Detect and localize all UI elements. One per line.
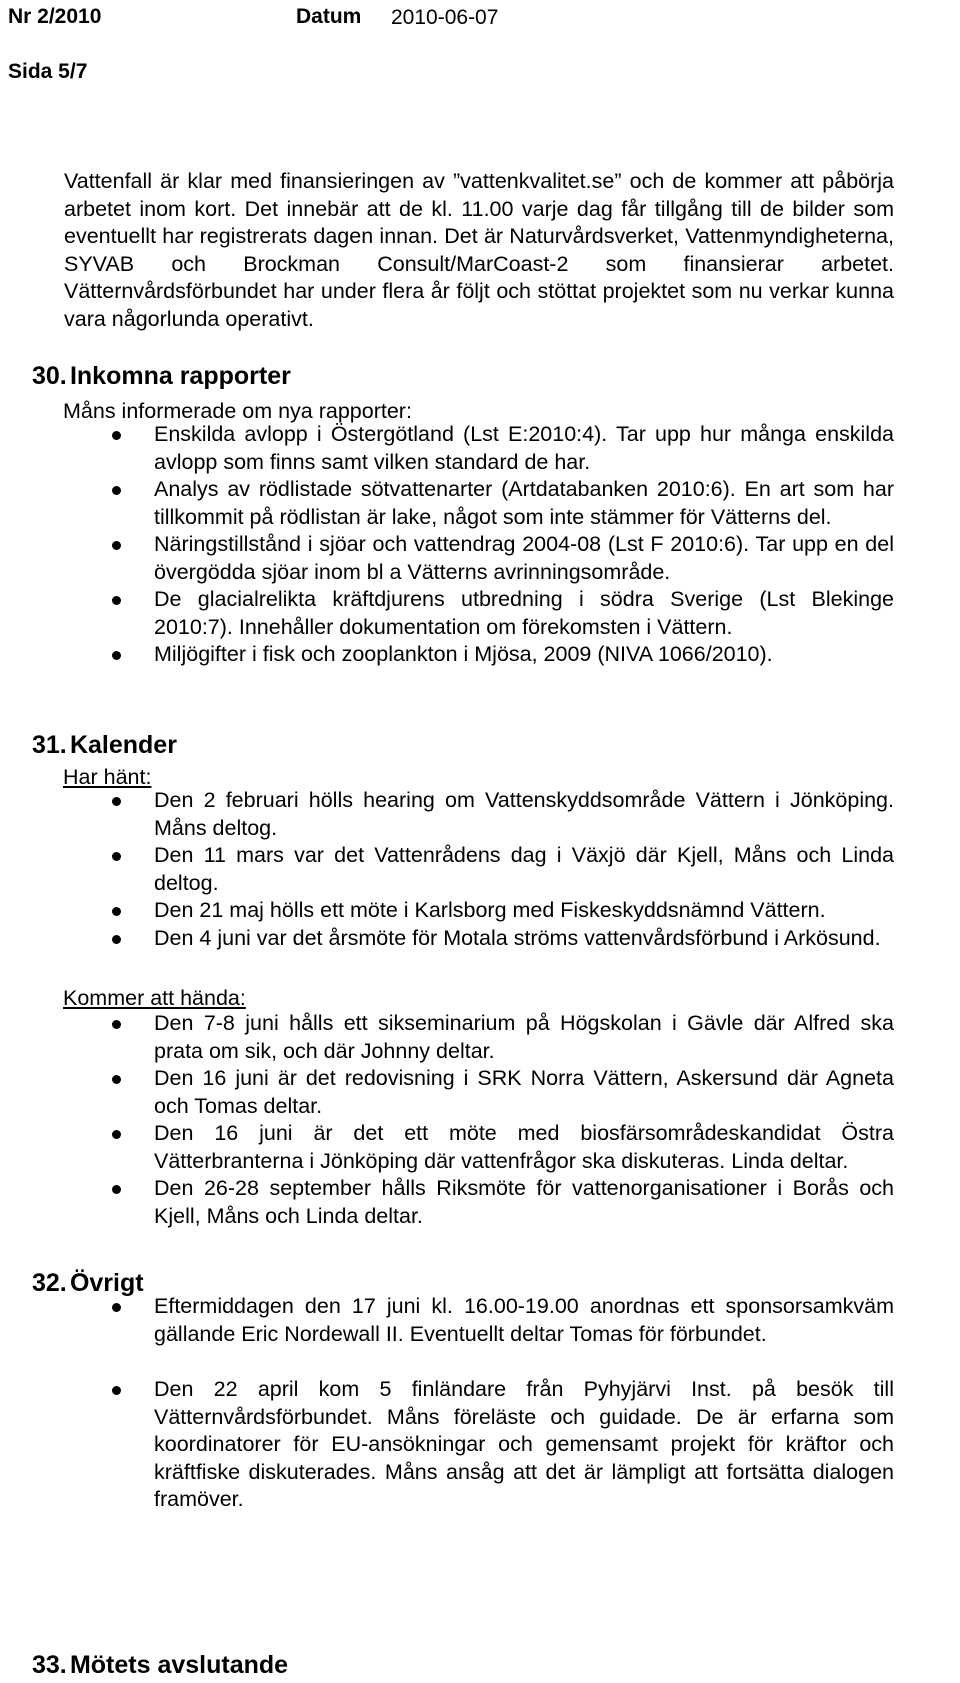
list-item-text: Den 21 maj hölls ett möte i Karlsborg med Fiskeskyddsnämnd Vättern. <box>154 898 826 922</box>
bullet-icon <box>112 935 121 944</box>
intro-paragraph: Vattenfall är klar med finansieringen av ”vattenkvalitet.se” och de kommer att påbörja arbetet inom kort. Det innebär att de kl. 11.00 varje dag får tillgång till de bilder som eventuellt har registrerats dagen innan. Det är Naturvårdsverket, Vattenmyndigheterna, SYVAB och Brockman Consult/MarCoast-2 som finansierar arbetet. Vätternvårdsförbundet har under flera år följt och stöttat projektet som nu verkar kunna vara någorlunda operativt. <box>64 169 894 331</box>
list-item <box>0 1175 894 1230</box>
section-30-heading <box>32 361 291 391</box>
section-title: Inkomna rapporter <box>69 362 291 390</box>
list-item <box>0 842 894 897</box>
section-title: Mötets avslutande <box>69 1651 289 1679</box>
page-number: Sida 5/7 <box>8 60 88 83</box>
list-item-text: Den 22 april kom 5 finländare från Pyhyjärvi Inst. på besök till Vätternvårdsförbundet. Måns föreläste och guidade. De är erfarna som koordinatorer för EU-ansökningar och gemensamt projekt för kräftor och kräftfiske diskuterades. Måns ansåg att det är lämpligt att fortsätta dialogen framöver. <box>154 1377 894 1511</box>
bullet-icon <box>112 431 121 440</box>
bullet-icon <box>112 797 121 806</box>
list-item <box>0 586 894 641</box>
list-item-text: Den 2 februari hölls hearing om Vattenskyddsområde Vättern i Jönköping. Måns deltog. <box>154 788 894 840</box>
bullet-icon <box>112 1386 121 1395</box>
bullet-icon <box>112 907 121 916</box>
list-item-text: Den 16 juni är det ett möte med biosfärsområdeskandidat Östra Vätterbranterna i Jönköping där vattenfrågor ska diskuteras. Linda deltar. <box>154 1121 894 1173</box>
list-item <box>0 1010 894 1065</box>
list-item-text: Den 7-8 juni hålls ett sikseminarium på Högskolan i Gävle där Alfred ska prata om sik, och där Johnny deltar. <box>154 1011 894 1063</box>
list-item-text: De glacialrelikta kräftdjurens utbredning i södra Sverige (Lst Blekinge 2010:7). Innehåller dokumentation om förekomsten i Vättern. <box>154 587 894 639</box>
list-item <box>0 1065 894 1120</box>
list-item <box>0 476 894 531</box>
list-item-text: Den 11 mars var det Vattenrådens dag i Växjö där Kjell, Måns och Linda deltog. <box>154 843 894 895</box>
list-item-text: Eftermiddagen den 17 juni kl. 16.00-19.00 anordnas ett sponsorsamkväm gällande Eric Nordewall II. Eventuellt deltar Tomas för förbundet. <box>154 1294 894 1346</box>
bullet-icon <box>112 1303 121 1312</box>
past-events-list <box>0 787 960 952</box>
section-number: 32. <box>32 1269 67 1297</box>
list-item <box>0 421 894 476</box>
section-number: 30. <box>32 362 67 390</box>
date-value: 2010-06-07 <box>391 6 499 29</box>
issue-number: Nr 2/2010 <box>8 5 102 28</box>
list-item <box>0 787 894 842</box>
past-events-label: Har hänt: <box>63 765 152 789</box>
bullet-icon <box>112 1130 121 1139</box>
list-item <box>0 925 894 953</box>
list-item <box>0 531 894 586</box>
list-item-text: Den 26-28 september hålls Riksmöte för vattenorganisationer i Borås och Kjell, Måns och Linda deltar. <box>154 1176 894 1228</box>
bullet-icon <box>112 541 121 550</box>
upcoming-events-list <box>0 1010 960 1230</box>
list-item-text: Näringstillstånd i sjöar och vattendrag 2004-08 (Lst F 2010:6). Tar upp en del övergödda sjöar inom bl a Vätterns avrinningsområde. <box>154 532 894 584</box>
bullet-icon <box>112 1075 121 1084</box>
list-item <box>0 897 894 925</box>
list-item-text: Den 16 juni är det redovisning i SRK Norra Vättern, Askersund där Agneta och Tomas deltar. <box>154 1066 894 1118</box>
list-item-text: Den 4 juni var det årsmöte för Motala ströms vattenvårdsförbund i Arkösund. <box>154 925 881 950</box>
section-33-heading <box>32 1650 288 1680</box>
list-item-text: Analys av rödlistade sötvattenarter (Artdatabanken 2010:6). En art som har tillkommit på rödlistan är lake, något som inte stämmer för Vätterns del. <box>154 477 894 529</box>
reports-list <box>0 421 960 669</box>
section-number: 33. <box>32 1651 67 1679</box>
section-title: Kalender <box>69 731 177 759</box>
section-31-heading <box>32 730 177 760</box>
bullet-icon <box>112 651 121 660</box>
section-title: Övrigt <box>69 1269 144 1297</box>
list-item <box>0 1376 894 1514</box>
bullet-icon <box>112 852 121 861</box>
section-number: 31. <box>32 731 67 759</box>
bullet-icon <box>112 1185 121 1194</box>
list-item-text: Miljögifter i fisk och zooplankton i Mjösa, 2009 (NIVA 1066/2010). <box>154 642 773 666</box>
list-item <box>0 1293 894 1348</box>
list-item-text: Enskilda avlopp i Östergötland (Lst E:2010:4). Tar upp hur många enskilda avlopp som finns samt vilken standard de har. <box>154 422 894 474</box>
section-30-intro: Måns informerade om nya rapporter: <box>63 399 412 423</box>
other-items-list <box>0 1293 960 1514</box>
bullet-icon <box>112 486 121 495</box>
bullet-icon <box>112 1020 121 1029</box>
bullet-icon <box>112 596 121 605</box>
list-item <box>0 1120 894 1175</box>
list-item <box>0 641 894 669</box>
date-label: Datum <box>296 5 362 28</box>
upcoming-events-label: Kommer att hända: <box>63 986 246 1010</box>
